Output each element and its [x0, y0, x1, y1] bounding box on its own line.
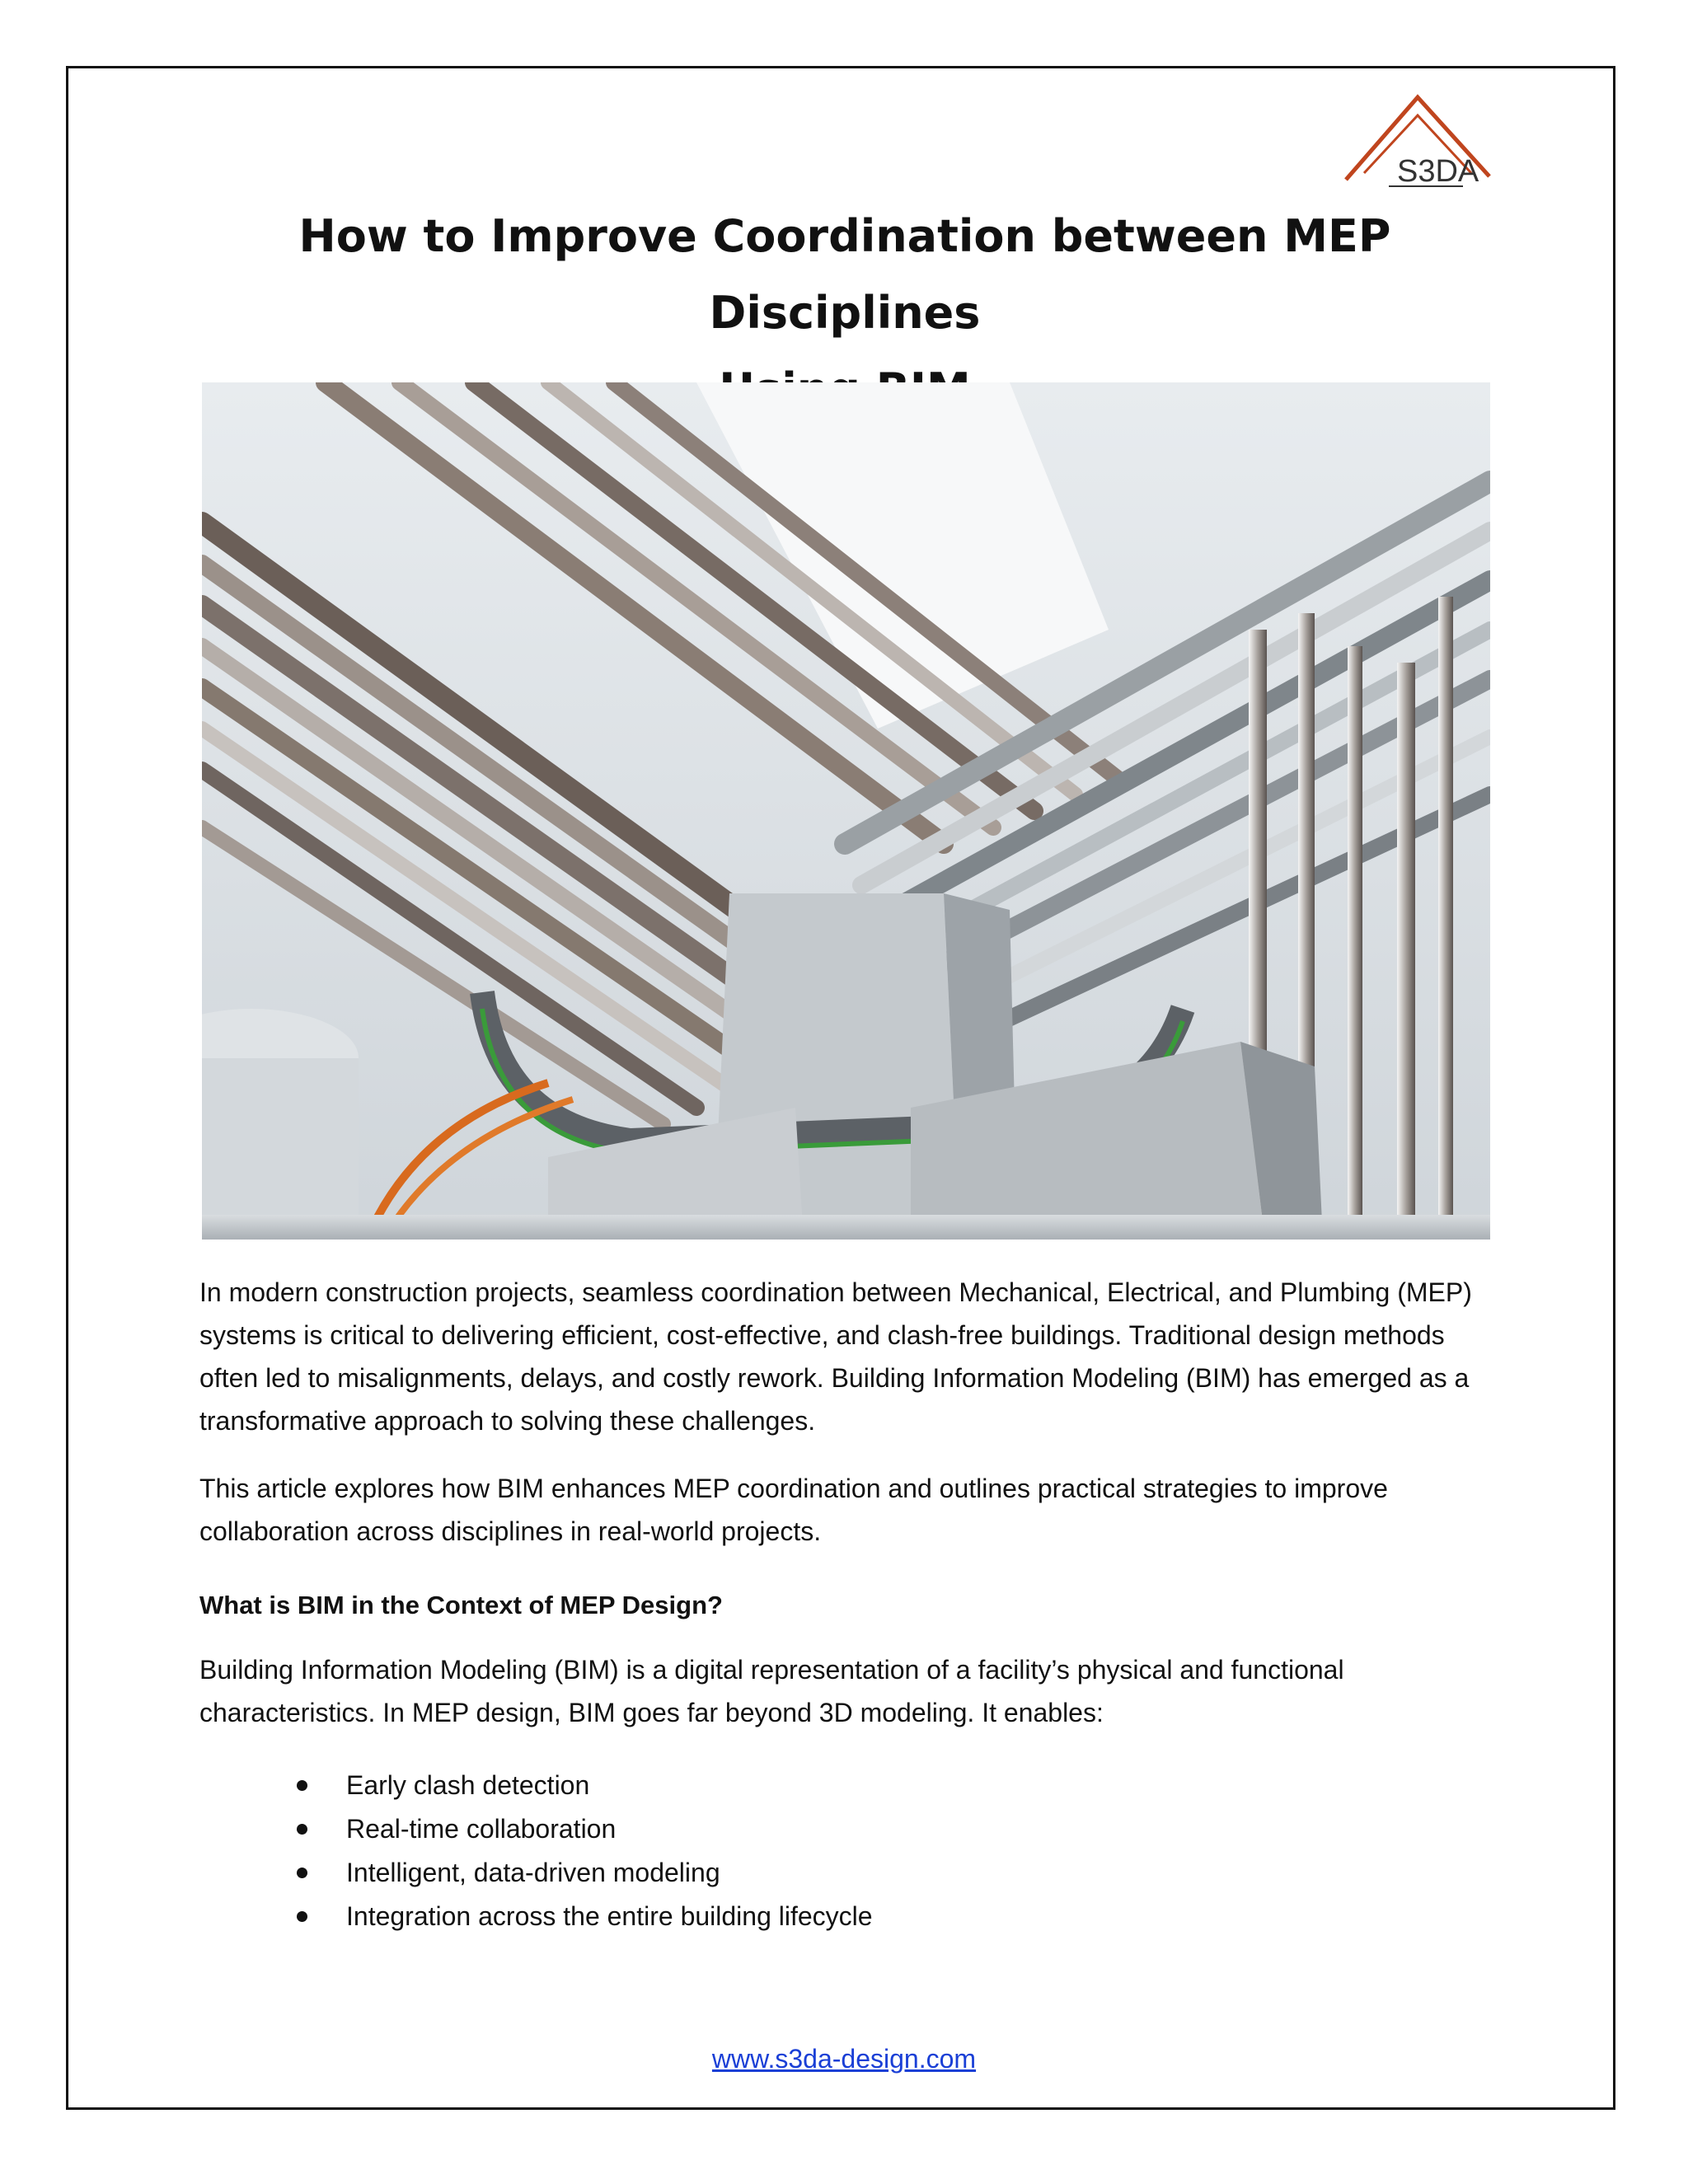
industrial-pipes-photo: [202, 382, 1490, 1240]
list-item-text: Intelligent, data-driven modeling: [346, 1858, 720, 1887]
feature-list: [297, 1764, 873, 1938]
list-item: [297, 1764, 873, 1807]
list-item-text: Integration across the entire building lifecycle: [346, 1901, 873, 1931]
bullet-icon: [297, 1868, 307, 1878]
list-item-text: Real-time collaboration: [346, 1814, 617, 1844]
section-paragraph: Building Information Modeling (BIM) is a digital representation of a facility’s physical and functional characteristics. In MEP design, BIM goes far beyond 3D modeling. It enables:: [199, 1655, 1344, 1727]
section-heading: What is BIM in the Context of MEP Design?: [199, 1591, 723, 1619]
bullet-icon: [297, 1911, 307, 1922]
website-link[interactable]: www.s3da-design.com: [711, 2044, 977, 2074]
list-item: [297, 1851, 873, 1895]
list-item: [297, 1807, 873, 1851]
title-line-1: How to Improve Coordination between MEP Disciplines: [298, 210, 1391, 339]
list-item-text: Early clash detection: [346, 1770, 590, 1800]
bullet-icon: [297, 1780, 307, 1791]
intro-paragraph-2: This article explores how BIM enhances MEP coordination and outlines practical strategies to improve collaboration across disciplines in real-world projects.: [199, 1474, 1388, 1546]
bullet-icon: [297, 1824, 307, 1835]
s3da-logo-icon: [1339, 91, 1496, 190]
intro-paragraph-1: In modern construction projects, seamless coordination between Mechanical, Electrical, and Plumbing (MEP) systems is critical to delivering efficient, cost-effective, and clash-free buildings. Traditional design methods often led to misalignments, delays, and costly rework. Building Information Modeling (BIM) has emerged as a transformative approach to solving these challenges.: [199, 1277, 1472, 1436]
list-item: [297, 1895, 873, 1938]
logo-text: S3DA: [1397, 154, 1479, 189]
